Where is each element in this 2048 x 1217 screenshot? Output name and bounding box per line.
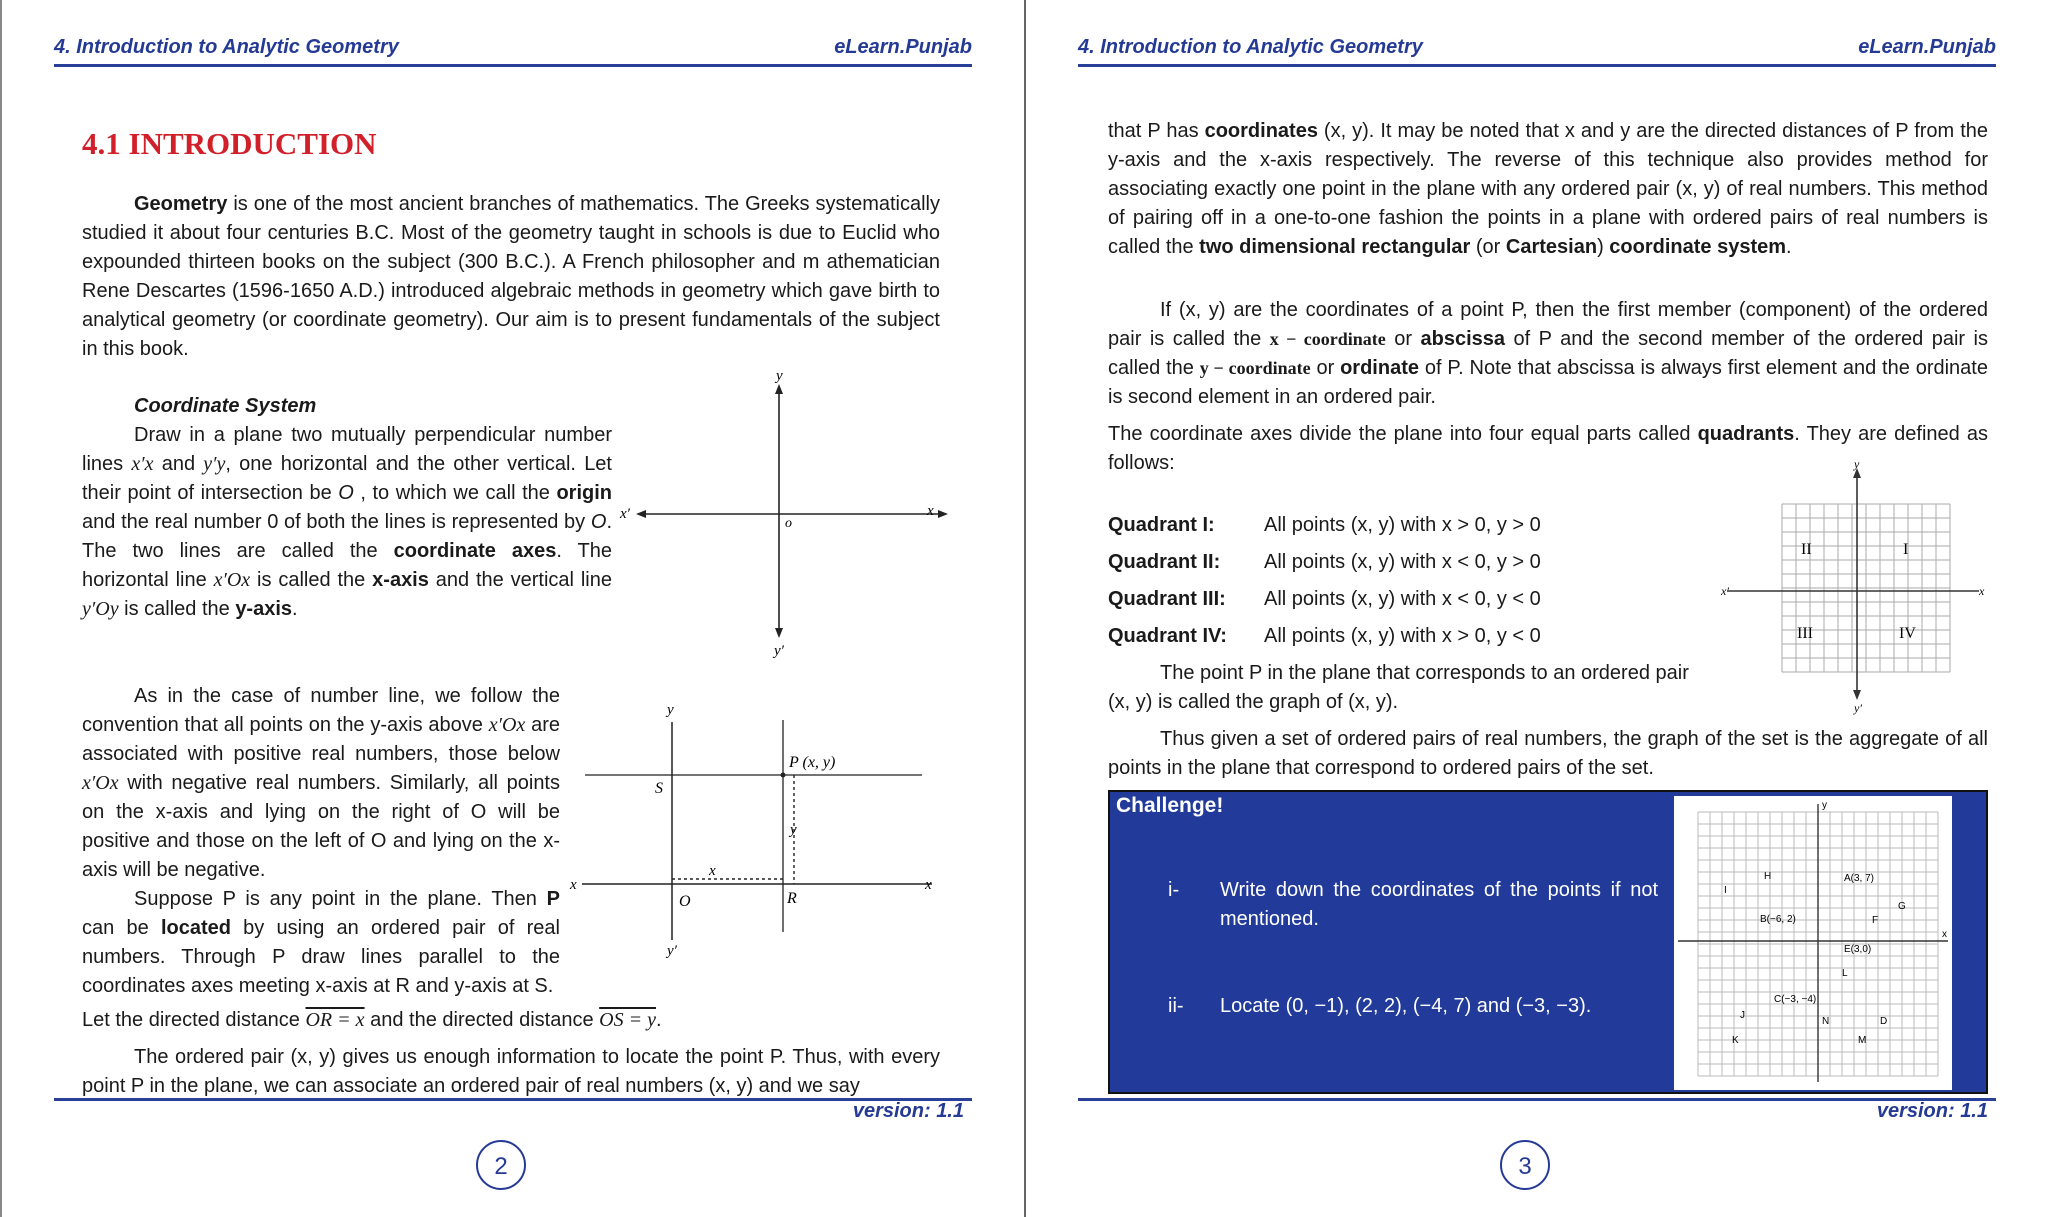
point-label: H [1764,871,1772,882]
graph-set-paragraph: Thus given a set of ordered pairs of real numbers, the graph of the set is the aggregate of all points in the plane that correspond to ordered pairs of the set. [1108,728,1988,779]
point-label: M [1858,1035,1867,1046]
footer-rule [54,1098,972,1101]
math-run: x′Ox [213,569,251,591]
text-run: ) [1597,236,1610,258]
arrowhead-left [636,510,646,518]
challenge-title: Challenge! [1116,794,1224,817]
bold-run: abscissa [1420,328,1506,350]
coordinates-paragraph [1108,117,1988,262]
text-run: . [292,598,298,620]
arrowhead-down [1853,690,1861,700]
challenge-item-number: i- [1168,879,1180,901]
point-location-figure [567,700,947,970]
text-run: of P and the second member of the ordered pair is called the [1108,328,1988,379]
point-label: y [1822,800,1827,811]
fig2-x-left-label: x [570,877,577,893]
text-run: . They are defined as follows: [1108,423,1988,474]
math-run: y′Oy [82,598,119,620]
challenge-item-text: Write down the coordinates of the points if not mentioned. [1220,879,1658,930]
fig2-s-label: S [655,780,663,797]
fig2-x-distance-label: x [709,863,716,879]
quadrant-description: All points (x, y) with x < 0, y < 0 [1264,588,1541,610]
point-label: J [1740,1010,1745,1021]
quad-y-prime-label: y′ [1854,701,1862,715]
text-run: , to which we call the [353,482,557,504]
coordinate-system-paragraph [82,421,612,624]
point-label: x [1942,929,1947,940]
abscissa-paragraph [1108,296,1988,412]
quad-x-prime-label: x′ [1721,584,1729,598]
quadrants-grid [1782,504,1950,672]
bold-run: quadrants [1697,423,1795,445]
coordinate-system-heading: Coordinate System [134,395,317,417]
quadrant-i-label: I [1903,541,1909,558]
fig2-y-prime-label: y′ [667,943,677,959]
page-header [54,36,972,67]
right-page [1024,0,2048,1217]
text-run: and the real number 0 of both the lines is represented by [82,511,591,533]
text-run: (or [1470,236,1506,258]
header-brand: eLearn.Punjab [1858,36,1996,58]
fig1-origin-label: o [785,516,792,531]
point-label: I [1724,885,1727,896]
fig2-origin-label: O [679,893,691,910]
point-p [781,773,786,778]
bold-run: located [160,917,231,939]
math-run: x′Ox [82,772,119,794]
text-run: . The two lines are called the [82,511,612,562]
point-label: A(3, 7) [1844,873,1875,884]
point-label: D [1880,1016,1888,1027]
math-run: OR = x [305,1009,365,1031]
quadrant-description: All points (x, y) with x < 0, y > 0 [1264,551,1541,573]
quadrant-description: All points (x, y) with x > 0, y < 0 [1264,625,1541,647]
quadrant-ii-label: II [1801,541,1812,558]
quadrant-name: Quadrant I: [1108,514,1215,536]
challenge-item-number: ii- [1168,995,1184,1017]
text-run: and the vertical line [428,569,612,591]
bold-run: coordinate system [1609,236,1787,258]
text-run: Draw in a plane two mutually perpendicular number lines [82,424,612,475]
challenge-graph [1674,796,1952,1090]
quadrants-figure [1721,458,1991,718]
quadrant-description: All points (x, y) with x > 0, y > 0 [1264,514,1541,536]
point-label: K [1732,1035,1739,1046]
challenge-item-text: Locate (0, −1), (2, 2), (−4, 7) and (−3, −3). [1220,995,1592,1017]
intro-paragraph [82,190,940,364]
fig1-y-prime-label: y′ [774,643,784,659]
text-run: Suppose P is any point in the plane. Then [134,888,547,910]
point-label: C(−3, −4) [1774,994,1817,1005]
fig2-x-right-label: x [925,877,932,893]
bold-run: coordinate axes [393,540,557,562]
text-run: Let the directed distance [82,1009,306,1031]
fig1-x-prime-label: x′ [620,506,630,522]
bold-run: x-axis [372,569,429,591]
point-label: B(−6, 2) [1760,914,1796,925]
arrowhead-right [938,510,948,518]
text-run: , one horizontal and the other vertical. Let their point of intersection be [82,453,612,504]
math-run: x − coordinate [1269,329,1386,349]
bold-run: coordinates [1204,120,1318,142]
header-chapter-title: 4. Introduction to Analytic Geometry [1078,36,1423,58]
text-run: with negative real numbers. Similarly, all points on the x-axis and lying on the right of O will be positive and those on the left of O and lying on the x-axis will be negative. [82,772,560,881]
quadrant-name: Quadrant IV: [1108,625,1227,647]
directed-distance-line [82,1006,942,1035]
page-number: 3 [1500,1140,1550,1190]
quadrant-name: Quadrant III: [1108,588,1226,610]
footer-version: version: 1.1 [852,1100,964,1122]
text-run: and [153,453,204,475]
text-run: . The horizontal line [82,540,612,591]
quadrant-name: Quadrant II: [1108,551,1221,573]
arrowhead-up [775,384,783,394]
text-run: are associated with positive real numbers, those below [82,714,560,765]
math-run: y − coordinate [1199,358,1311,378]
bold-run: P [546,888,560,910]
point-label: N [1822,1016,1830,1027]
math-run: O [338,482,354,504]
text-run: or [1385,328,1421,350]
math-run: x′x [131,453,154,475]
math-run: y′y [203,453,226,475]
text-run: or [1310,357,1341,379]
math-run: OS = y [599,1009,656,1031]
challenge-box [1108,790,1988,1094]
graph-paragraph-line1: The point P in the plane that corresponds to an ordered pair [1160,662,1689,684]
bold-run: Cartesian [1505,236,1598,258]
text-run: is called the [118,598,236,620]
text-run: and the directed distance [364,1009,600,1031]
quad-y-label: y [1854,458,1860,471]
challenge-graph-panel [1674,796,1952,1090]
text-run: of P. Note that abscissa is always first element and the ordinate is second element in an ordered pair. [1108,357,1988,408]
section-title: 4.1 INTRODUCTION [82,126,377,161]
fig2-y-label: y [667,702,674,718]
convention-paragraph [82,682,560,885]
text-run: The coordinate axes divide the plane into four equal parts called [1108,423,1698,445]
text-run: by using an ordered pair of real numbers. Through P draw lines parallel to the coordinates axes meeting x-axis at R and y-axis at S. [82,917,560,997]
math-run: O [590,511,607,533]
math-run: x′Ox [488,714,526,736]
text-run: If (x, y) are the coordinates of a point P, then the first member (component) of the ordered pair is called the [1108,299,1988,350]
fig2-r-label: R [787,890,797,907]
fig2-y-distance-label: y [790,822,797,838]
bold-run: two dimensional rectangular [1199,236,1471,258]
footer-version: version: 1.1 [1876,1100,1988,1122]
text-run: is called the [250,569,373,591]
text-run: (x, y). It may be noted that x and y are the directed distances of P from the y-axis and the x-axis respectively. The reverse of this technique also provides method for associating exactly one point in the plane with any ordered pair (x, y) of real numbers. This method of pairing off in a one-to-one fashion the points in a plane with ordered pairs of real numbers is called the [1108,120,1988,258]
text-run: . [1786,236,1792,258]
footer-rule [1078,1098,1996,1101]
suppose-paragraph [82,885,560,1001]
ordered-pair-paragraph: The ordered pair (x, y) gives us enough information to locate the point P. Thus, with every point P in the plane, we can associate an ordered pair of real numbers (x, y) and we say [82,1046,940,1097]
quad-x-label: x [1979,584,1985,598]
graph-paragraph-line2: (x, y) is called the graph of (x, y). [1108,691,1399,713]
text-run: . [655,1009,662,1031]
page-number: 2 [476,1140,526,1190]
bold-run: y-axis [235,598,293,620]
quadrant-iv-label: IV [1899,625,1916,642]
page-header [1078,36,1996,67]
intro-bold-term: Geometry [134,193,228,215]
fig2-p-label: P (x, y) [789,754,836,771]
text-run: that P has [1108,120,1205,142]
bold-run: origin [556,482,612,504]
text-run: can be [82,917,161,939]
quadrant-iii-label: III [1797,625,1813,642]
point-label: E(3,0) [1844,944,1872,955]
coordinate-axes-figure [612,370,952,660]
fig1-y-label: y [776,370,783,384]
point-label: G [1898,901,1906,912]
fig1-x-label: x [927,503,934,519]
point-label: L [1842,968,1848,979]
text-run: As in the case of number line, we follow the convention that all points on the y-axis above [82,685,560,736]
bold-run: ordinate [1340,357,1419,379]
point-label: F [1872,915,1879,926]
header-chapter-title: 4. Introduction to Analytic Geometry [54,36,399,58]
intro-text: is one of the most ancient branches of mathematics. The Greeks systematically studied it about four centuries B.C. Most of the geometry taught in schools is due to Euclid who expounded thirteen books on the subject (300 B.C.). A French philosopher and m athematician Rene Descartes (1596-1650 A.D.) introduced algebraic methods in geometry which gave birth to analytical geometry (or coordinate geometry). Our aim is to present fundamentals of the subject in this book. [82,193,940,360]
header-brand: eLearn.Punjab [834,36,972,58]
arrowhead-down [775,628,783,638]
